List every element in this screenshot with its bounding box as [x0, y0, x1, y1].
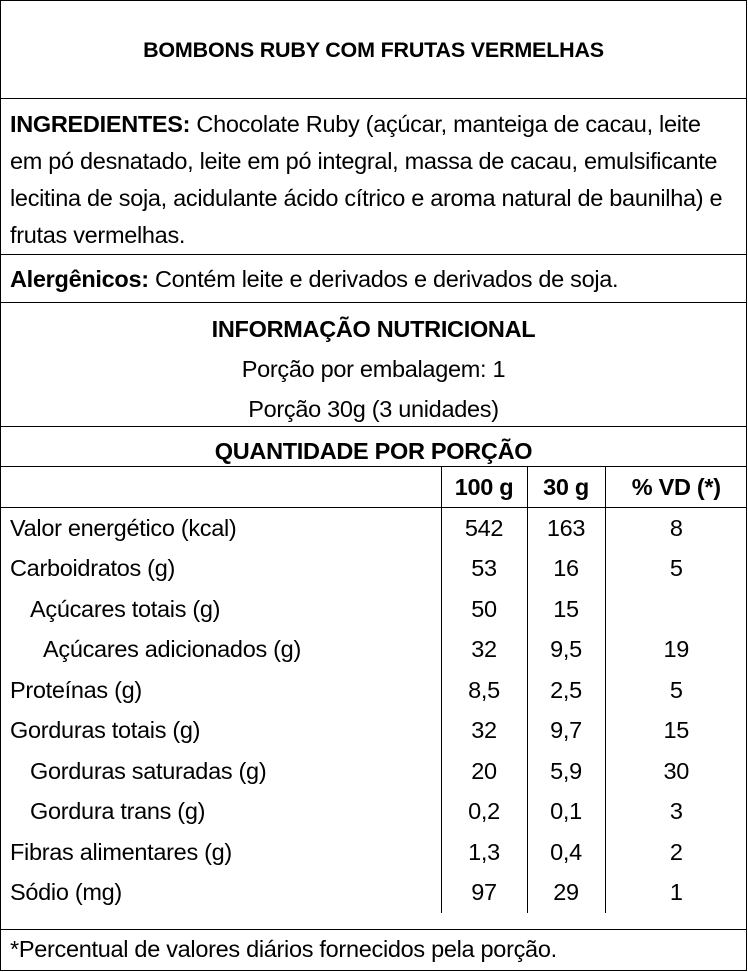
value-30g: 163 [527, 508, 605, 549]
table-row [1, 873, 747, 914]
value-vd: 5 [605, 549, 747, 590]
column-header-100g: 100 g [441, 467, 527, 508]
value-vd: 19 [605, 630, 747, 671]
table-row [1, 711, 747, 752]
nutrient-name: Sódio (mg) [10, 879, 122, 906]
nutrient-name: Valor energético (kcal) [10, 514, 237, 541]
nutrient-name: Gorduras totais (g) [10, 717, 201, 744]
value-30g: 16 [527, 549, 605, 590]
value-vd: 3 [605, 792, 747, 833]
column-header-vd: % VD (*) [605, 467, 747, 508]
value-100g: 20 [441, 751, 527, 792]
table-row [1, 792, 747, 833]
allergens-text: Contém leite e derivados e derivados de soja. [148, 266, 619, 292]
nutrition-header [1, 304, 746, 426]
nutrition-heading: INFORMAÇÃO NUTRICIONAL [211, 316, 536, 342]
value-100g: 0,2 [441, 792, 527, 833]
value-vd: 5 [605, 670, 747, 711]
table-row [1, 508, 747, 549]
value-100g: 97 [441, 873, 527, 914]
servings-per-package: Porção por embalagem: 1 [241, 356, 506, 382]
allergens-label: Alergênicos: [10, 266, 149, 292]
table-row [1, 549, 747, 590]
value-100g: 53 [441, 549, 527, 590]
value-100g: 32 [441, 630, 527, 671]
quantity-heading: QUANTIDADE POR PORÇÃO [214, 438, 533, 464]
table-row [1, 751, 747, 792]
value-30g: 0,1 [527, 792, 605, 833]
divider [1, 98, 746, 99]
footnote: *Percentual de valores diários fornecidos pela porção. [1, 929, 746, 971]
value-vd [605, 589, 747, 630]
value-30g: 15 [527, 589, 605, 630]
nutrient-name: Açúcares totais (g) [30, 595, 221, 622]
value-30g: 5,9 [527, 751, 605, 792]
nutrient-name: Gorduras saturadas (g) [30, 757, 267, 784]
value-vd: 8 [605, 508, 747, 549]
value-vd: 1 [605, 873, 747, 914]
ingredients-text: Chocolate Ruby (açúcar, manteiga de cacau, leite em pó desnatado, leite em pó integral, massa de cacau, emulsificante lecitina de soja, acidulante ácido cítrico e aroma natural de baunilha) e frutas vermelhas. [10, 111, 723, 248]
nutrient-name: Gordura trans (g) [30, 798, 206, 825]
column-header [1, 467, 441, 508]
value-30g: 9,7 [527, 711, 605, 752]
value-30g: 29 [527, 873, 605, 914]
nutrient-name: Fibras alimentares (g) [10, 838, 232, 865]
value-vd: 30 [605, 751, 747, 792]
value-30g: 9,5 [527, 630, 605, 671]
nutrient-name: Carboidratos (g) [10, 555, 175, 582]
allergens-section [1, 256, 746, 302]
value-vd: 2 [605, 832, 747, 873]
table-header-row [1, 467, 747, 508]
ingredients-label: INGREDIENTES: [10, 111, 191, 137]
column-header-30g: 30 g [527, 467, 605, 508]
serving-size: Porção 30g (3 unidades) [248, 396, 499, 422]
value-100g: 1,3 [441, 832, 527, 873]
nutrient-name: Proteínas (g) [10, 676, 142, 703]
value-vd: 15 [605, 711, 747, 752]
value-100g: 32 [441, 711, 527, 752]
table-row [1, 670, 747, 711]
divider [1, 302, 746, 303]
value-100g: 50 [441, 589, 527, 630]
nutrient-name: Açúcares adicionados (g) [43, 636, 301, 663]
divider [1, 254, 746, 255]
nutrition-table [1, 467, 747, 913]
table-row [1, 832, 747, 873]
table-row [1, 589, 747, 630]
table-row [1, 630, 747, 671]
value-30g: 0,4 [527, 832, 605, 873]
value-30g: 2,5 [527, 670, 605, 711]
value-100g: 542 [441, 508, 527, 549]
product-title: BOMBONS RUBY COM FRUTAS VERMELHAS [143, 37, 604, 62]
divider [1, 426, 746, 427]
ingredients-section [1, 100, 746, 252]
value-100g: 8,5 [441, 670, 527, 711]
